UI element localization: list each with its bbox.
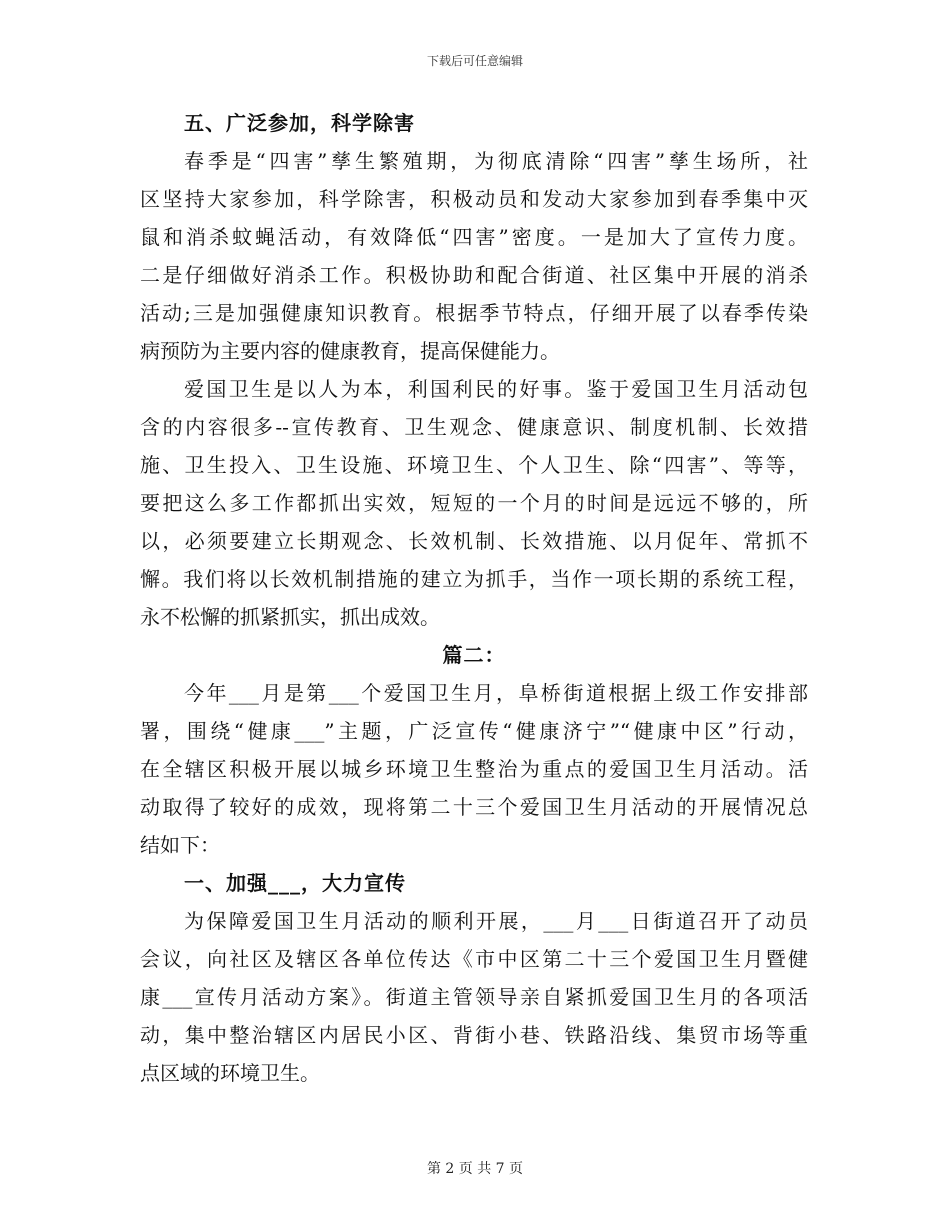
section-heading: 一、加强___，大力宣传: [184, 871, 406, 895]
paragraph-line: 署，围绕“健康___”主题，广泛宣传“健康济宁”“健康中区”行动，: [140, 719, 808, 743]
paragraph-line: 施、卫生投入、卫生设施、环境卫生、个人卫生、除“四害”、等等，: [140, 453, 808, 477]
paragraph-line: 会议，向社区及辖区各单位传达《市中区第二十三个爱国卫生月暨健: [140, 947, 808, 971]
paragraph-line: 点区域的环境卫生。: [140, 1061, 320, 1085]
paragraph-line: 动取得了较好的成效，现将第二十三个爱国卫生月活动的开展情况总: [140, 795, 808, 819]
paragraph-line: 鼠和消杀蚊蝇活动，有效降低“四害”密度。一是加大了宣传力度。: [140, 225, 808, 249]
paragraph-line: 春季是“四害”孳生繁殖期，为彻底清除“四害”孳生场所，社: [184, 149, 808, 173]
paragraph-line: 爱国卫生是以人为本，利国利民的好事。鉴于爱国卫生月活动包: [184, 377, 808, 401]
paragraph-line: 活动;三是加强健康知识教育。根据季节特点，仔细开展了以春季传染: [140, 301, 808, 325]
paragraph-line: 以，必须要建立长期观念、长效机制、长效措施、以月促年、常抓不: [140, 529, 808, 553]
paragraph-line: 二是仔细做好消杀工作。积极协助和配合街道、社区集中开展的消杀: [140, 263, 808, 287]
paragraph-line: 结如下：: [140, 833, 220, 857]
page-header: 下载后可任意编辑: [426, 54, 523, 68]
paragraph-line: 含的内容很多--宣传教育、卫生观念、健康意识、制度机制、长效措: [140, 415, 808, 439]
paragraph-line: 动，集中整治辖区内居民小区、背街小巷、铁路沿线、集贸市场等重: [140, 1023, 808, 1047]
paragraph-line: 今年___月是第___个爱国卫生月，阜桥街道根据上级工作安排部: [184, 681, 808, 705]
paragraph-line: 康___宣传月活动方案》。街道主管领导亲自紧抓爱国卫生月的各项活: [140, 985, 808, 1009]
paragraph-line: 病预防为主要内容的健康教育，提高保健能力。: [140, 339, 560, 363]
paragraph-line: 为保障爱国卫生月活动的顺利开展，___月___日街道召开了动员: [184, 909, 808, 933]
page-footer: 第 2 页 共 7 页: [426, 1161, 524, 1177]
section-heading: 五、广泛参加，科学除害: [184, 111, 415, 135]
document-body: [140, 104, 808, 1092]
paragraph-line: 在全辖区积极开展以城乡环境卫生整治为重点的爱国卫生月活动。活: [140, 757, 808, 781]
paragraph-line: 永不松懈的抓紧抓实，抓出成效。: [140, 605, 440, 629]
paragraph-line: 要把这么多工作都抓出实效，短短的一个月的时间是远远不够的，所: [140, 491, 808, 515]
paragraph-line: 区坚持大家参加，科学除害，积极动员和发动大家参加到春季集中灭: [140, 187, 808, 211]
chapter-title: 篇二：: [442, 643, 506, 667]
paragraph-line: 懈。我们将以长效机制措施的建立为抓手，当作一项长期的系统工程，: [140, 567, 808, 591]
